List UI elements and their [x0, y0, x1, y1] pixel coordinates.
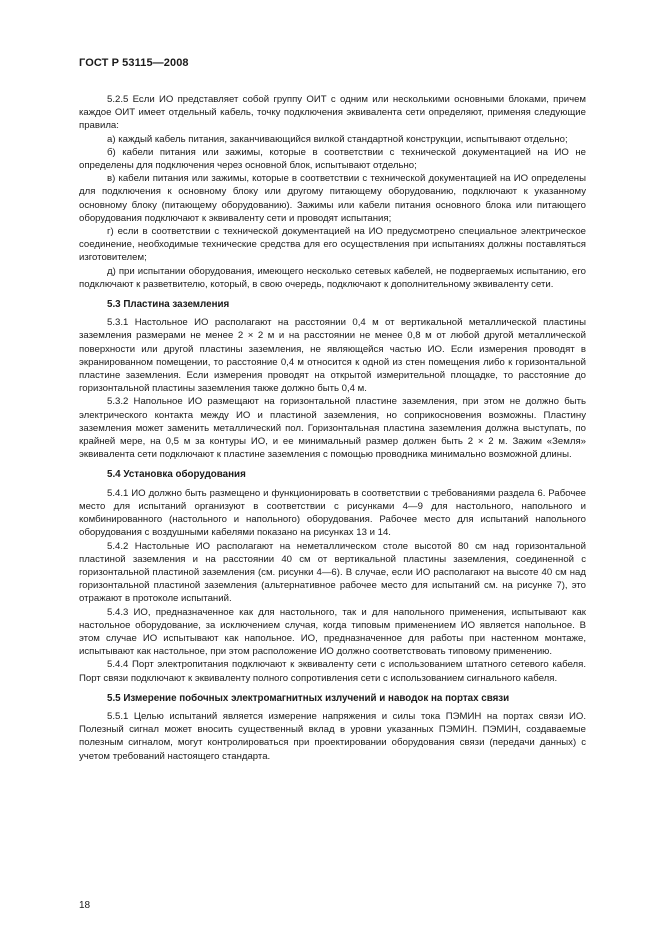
document-body [79, 93, 586, 763]
paragraph-5-5-1: 5.5.1 Целью испытаний является измерение напряжения и силы тока ПЭМИН на портах связи ИО. Полезный сигнал может вносить существенный вклад в уровни указанных ПЭМИН. ПЭМИН, создаваемые полезным сигналом, могут контролироваться при проектировании оборудования связи (передачи данных) с учетом требований настоящего стандарта. [79, 710, 586, 762]
paragraph-5-3-2: 5.3.2 Напольное ИО размещают на горизонтальной пластине заземления, при этом не должно быть электрического контакта между ИО и пластиной заземления, но соприкосновения возможны. Пластину заземления может заменить металлический пол. Горизонтальная пластина заземления должна выступать, по крайней мере, на 0,5 м за контуры ИО, и ее минимальный размер должен быть 2 × 2 м. Зажим «Земля» эквивалента сети подключают к пластине заземления с помощью проводника минимально возможной длины. [79, 396, 586, 461]
list-item-b: б) кабели питания или зажимы, которые в соответствии с технической документацией на ИО не определены для подключения через основной блок, испытывают отдельно; [79, 146, 586, 172]
list-item-d: д) при испытании оборудования, имеющего несколько сетевых кабелей, не подвергаемых испытанию, его подключают к разветвителю, который, в свою очередь, подключают к дополнительному эквиваленту сети. [79, 265, 586, 290]
list-item-v: в) кабели питания или зажимы, которые в соответствии с технической документацией на ИО определены для подключения к основному блоку или другому питающему оборудованию, подключают к указанному основному блоку (питающему оборудованию). Зажимы или кабели питания основного блока или питающего оборудования подключают к эквиваленту сети и проводят испытания; [79, 173, 586, 224]
document-header-code: ГОСТ Р 53115—2008 [79, 57, 189, 69]
page-number: 18 [79, 900, 91, 911]
paragraph-5-4-2: 5.4.2 Настольные ИО располагают на неметаллическом столе высотой 80 см над горизонтальной пластиной заземления и на расстоянии 40 см от вертикальной пластины заземления, соединенной с горизонтальной пластиной заземления (см. рисунки 4—6). В случае, если ИО располагают на высоте 40 см над горизонтальной пластиной заземления (альтернативное рабочее место для испытаний см. на рисунке 7), это отражают в протоколе испытаний. [79, 540, 586, 605]
paragraph-5-3-1: 5.3.1 Настольное ИО располагают на расстоянии 0,4 м от вертикальной металлической пластины заземления размерами не менее 2 × 2 м и на расстоянии не менее 0,8 м от любой другой металлической поверхности или другой пластины заземления, не являющейся частью ИО. Если измерения проводят в экранированном помещении, то расстояние 0,4 м относится к одной из стен помещения либо к горизонтальной пластине заземления. Если измерения проводят на открытой измерительной площадке, то расстояние до горизонтальной пластины заземления также должно быть 0,4 м. [79, 317, 586, 395]
list-item-a: а) каждый кабель питания, заканчивающийся вилкой стандартной конструкции, испытывают отдельно; [107, 133, 568, 145]
section-heading-5-4: 5.4 Установка оборудования [107, 469, 246, 481]
list-item-g: г) если в соответствии с технической документацией на ИО предусмотрено специальное электрическое соединение, необходимые технические средства для его осуществления при испытаниях должны поставляться изготовителем; [79, 226, 586, 264]
paragraph-5-4-1: 5.4.1 ИО должно быть размещено и функционировать в соответствии с требованиями раздела 6. Рабочее место для испытаний организуют в соответствии с рисунками 4—9 для настольного, напольного и комбинированного (настольного и напольного) оборудования. Рабочее место для испытаний напольного оборудования с воздушными кабелями показано на рисунках 13 и 14. [79, 487, 586, 539]
paragraph-5-2-5: 5.2.5 Если ИО представляет собой группу ОИТ с одним или несколькими основными блоками, причем каждое ОИТ имеет отдельный кабель, точку подключения эквивалента сети определяют, применяя следующие правила: [79, 94, 586, 132]
paragraph-5-4-3: 5.4.3 ИО, предназначенное как для настольного, так и для напольного применения, испытывают как настольное оборудование, за исключением случая, когда типовым применением ИО является напольное. В этом случае ИО испытывают как напольное. ИО, предназначенное для работы при настенном монтаже, испытывают как настольное, при этом расположение ИО должно соответствовать типовому применению. [79, 606, 586, 658]
section-heading-5-3: 5.3 Пластина заземления [107, 299, 230, 311]
paragraph-5-4-4: 5.4.4 Порт электропитания подключают к эквиваленту сети с использованием штатного сетевого кабеля. Порт связи подключают к эквиваленту полного сопротивления сети с использованием сигнального кабеля. [79, 659, 586, 684]
section-heading-5-5: 5.5 Измерение побочных электромагнитных излучений и наводок на портах связи [107, 692, 510, 704]
